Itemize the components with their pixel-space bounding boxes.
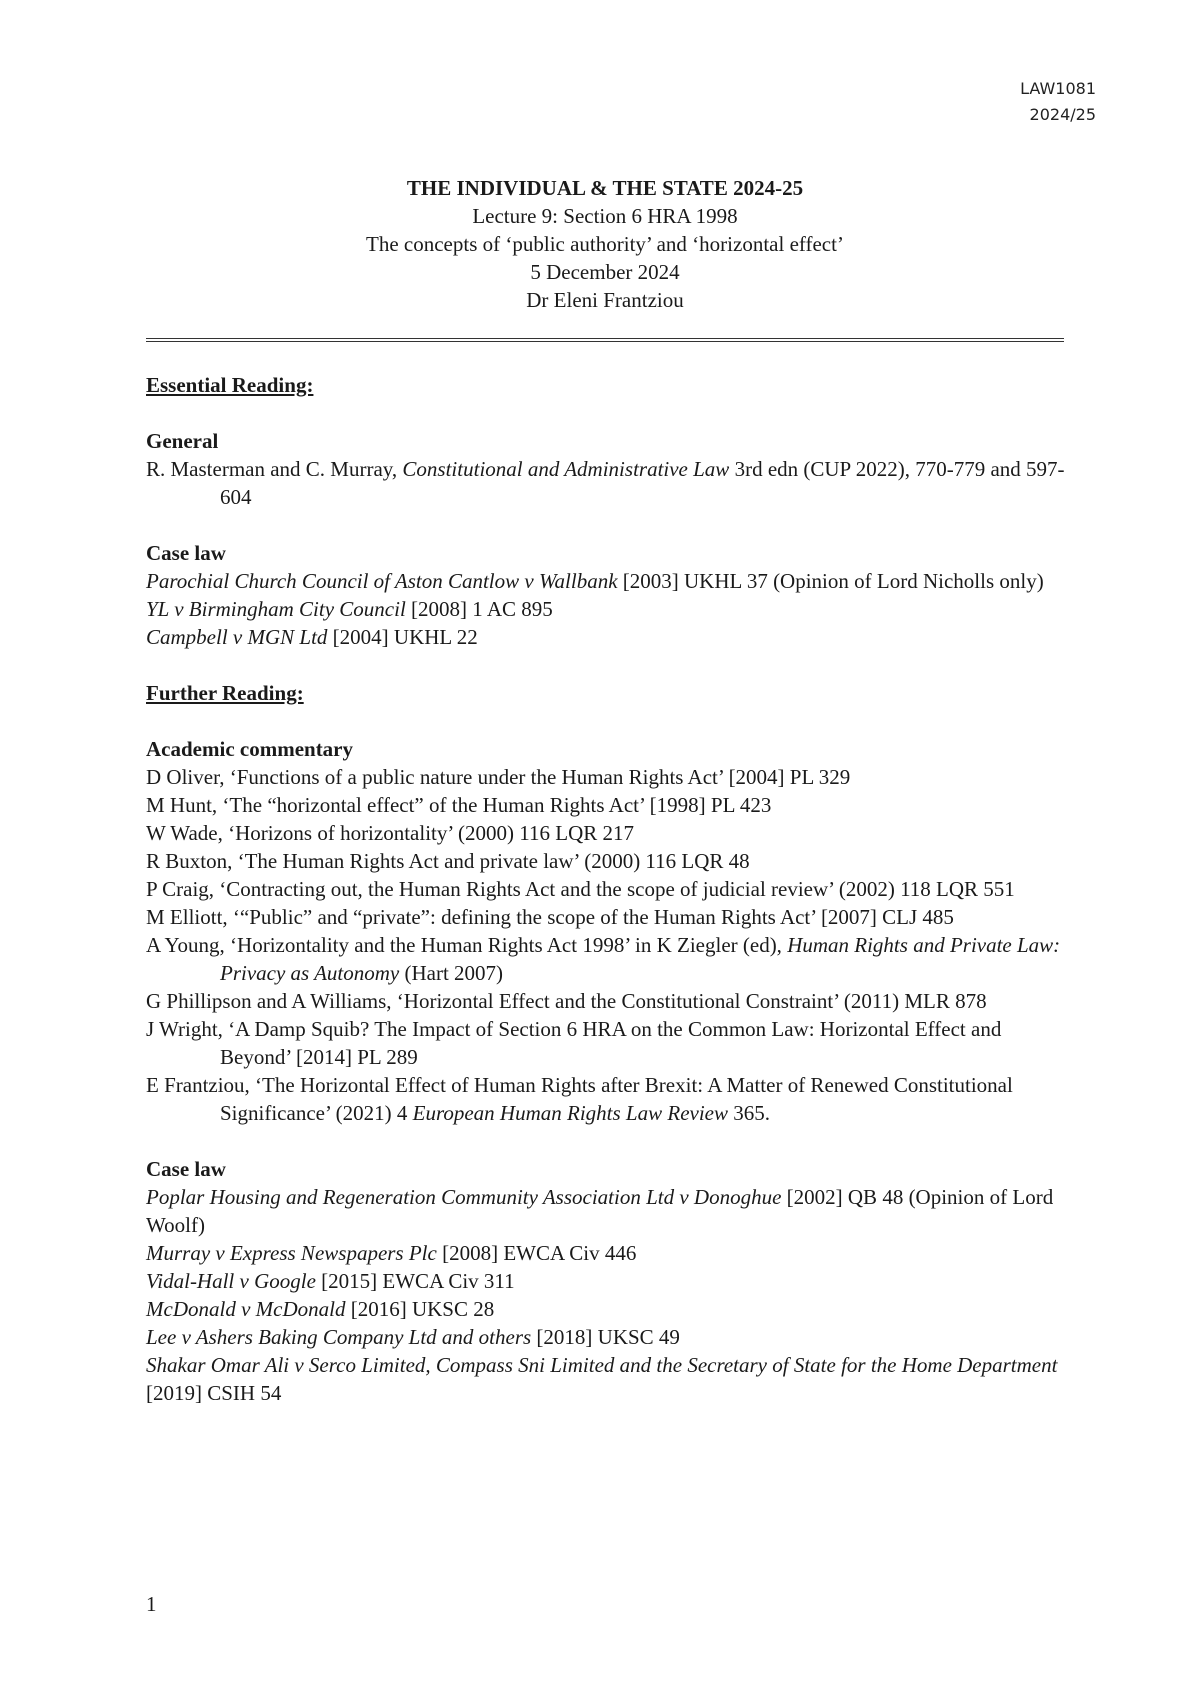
reference-entry <box>146 455 1070 511</box>
reference-text: [2004] UKHL 22 <box>327 625 478 649</box>
reference-entry <box>146 791 1070 819</box>
reference-entry <box>146 567 1070 595</box>
reading-list <box>146 371 1070 1407</box>
page-number: 1 <box>146 1592 157 1616</box>
date-line: 5 December 2024 <box>530 260 680 284</box>
reference-entry <box>146 1183 1070 1239</box>
reference-italic-text: European Human Rights Law Review <box>412 1101 728 1125</box>
reference-text: (Hart 2007) <box>399 961 504 985</box>
reference-text: [2002] QB 48 (Opinion of Lord Woolf) <box>146 1185 1054 1237</box>
reference-italic-text: Parochial Church Council of Aston Cantlow v Wallbank <box>146 569 618 593</box>
reference-entry <box>146 903 1070 931</box>
course-code: LAW1081 <box>1020 79 1096 98</box>
reference-text: W Wade, ‘Horizons of horizontality’ (2000) 116 LQR 217 <box>146 821 635 845</box>
reference-italic-text: Poplar Housing and Regeneration Community Association Ltd v Donoghue <box>146 1185 782 1209</box>
further-reading-heading: Further Reading: <box>146 681 304 705</box>
reference-entry <box>146 1295 1070 1323</box>
reference-text: R Buxton, ‘The Human Rights Act and private law’ (2000) 116 LQR 48 <box>146 849 750 873</box>
reference-text: J Wright, ‘A Damp Squib? The Impact of Section 6 HRA on the Common Law: Horizontal Effect and Beyond’ [2014] PL 289 <box>146 1017 1002 1069</box>
reference-italic-text: Vidal-Hall v Google <box>146 1269 316 1293</box>
reference-entry <box>146 1323 1070 1351</box>
reference-text: D Oliver, ‘Functions of a public nature under the Human Rights Act’ [2004] PL 329 <box>146 765 851 789</box>
reference-entry <box>146 847 1070 875</box>
further-caselaw-list <box>146 1183 1070 1407</box>
reference-text: [2016] UKSC 28 <box>345 1297 495 1321</box>
reference-italic-text: Shakar Omar Ali v Serco Limited, Compass Sni Limited and the Secretary of State for the Home Department <box>146 1353 1058 1377</box>
reference-italic-text: McDonald v McDonald <box>146 1297 346 1321</box>
reference-entry <box>146 1239 1070 1267</box>
reference-entry <box>146 763 1070 791</box>
reference-italic-text: Murray v Express Newspapers Plc <box>146 1241 437 1265</box>
reference-text: P Craig, ‘Contracting out, the Human Rights Act and the scope of judicial review’ (2002) 118 LQR 551 <box>146 877 1015 901</box>
reference-entry <box>146 931 1070 987</box>
reference-text: [2018] UKSC 49 <box>531 1325 680 1349</box>
reference-entry <box>146 1015 1070 1071</box>
reference-text: M Hunt, ‘The “horizontal effect” of the Human Rights Act’ [1998] PL 423 <box>146 793 772 817</box>
reference-italic-text: Campbell v MGN Ltd <box>146 625 328 649</box>
reference-italic-text: YL v Birmingham City Council <box>146 597 406 621</box>
reference-entry <box>146 623 1070 651</box>
reference-text: [2008] EWCA Civ 446 <box>436 1241 637 1265</box>
reference-text: [2019] CSIH 54 <box>146 1381 282 1405</box>
document-title: THE INDIVIDUAL & THE STATE 2024-25 <box>406 176 804 200</box>
reference-entry <box>146 1071 1070 1127</box>
general-heading: General <box>146 429 219 453</box>
reference-text: R. Masterman and C. Murray, <box>146 457 403 481</box>
author-line: Dr Eleni Frantziou <box>526 288 684 312</box>
reference-text: G Phillipson and A Williams, ‘Horizontal Effect and the Constitutional Constraint’ (2011) MLR 878 <box>146 989 987 1013</box>
further-caselaw-heading: Case law <box>146 1157 226 1181</box>
lecture-line: Lecture 9: Section 6 HRA 1998 <box>472 204 738 228</box>
general-list <box>146 455 1070 511</box>
reference-entry <box>146 987 1070 1015</box>
reference-entry <box>146 875 1070 903</box>
reference-entry <box>146 1267 1070 1295</box>
essential-caselaw-heading: Case law <box>146 541 226 565</box>
double-rule-divider <box>146 338 1064 342</box>
reference-text: [2008] 1 AC 895 <box>405 597 553 621</box>
reference-text: A Young, ‘Horizontality and the Human Rights Act 1998’ in K Ziegler (ed), <box>146 933 788 957</box>
essential-reading-heading: Essential Reading: <box>146 373 314 397</box>
reference-text: [2015] EWCA Civ 311 <box>315 1269 515 1293</box>
reference-text: [2003] UKHL 37 (Opinion of Lord Nicholls only) <box>617 569 1044 593</box>
title-block <box>146 174 1064 314</box>
reference-entry <box>146 1351 1070 1407</box>
reference-italic-text: Constitutional and Administrative Law <box>402 457 730 481</box>
reference-text: E Frantziou, ‘The Horizontal Effect of Human Rights after Brexit: A Matter of Renewed Constitutional Significance’ (2021) 4 <box>146 1073 1013 1125</box>
academic-year: 2024/25 <box>1029 105 1096 124</box>
reference-text: 365. <box>728 1101 770 1125</box>
academic-commentary-list <box>146 763 1070 1127</box>
reference-italic-text: Lee v Ashers Baking Company Ltd and others <box>146 1325 532 1349</box>
reference-entry <box>146 595 1070 623</box>
reference-entry <box>146 819 1070 847</box>
academic-commentary-heading: Academic commentary <box>146 737 354 761</box>
topic-line: The concepts of ‘public authority’ and ‘horizontal effect’ <box>366 232 844 256</box>
reference-italic-text: Human Rights and Private Law: Privacy as Autonomy <box>220 933 1061 985</box>
document-header-right <box>1020 76 1096 128</box>
essential-caselaw-list <box>146 567 1070 651</box>
reference-text: M Elliott, ‘“Public” and “private”: defining the scope of the Human Rights Act’ [2007] CLJ 485 <box>146 905 954 929</box>
reference-text: 3rd edn (CUP 2022), 770-779 and 597-604 <box>220 457 1065 509</box>
